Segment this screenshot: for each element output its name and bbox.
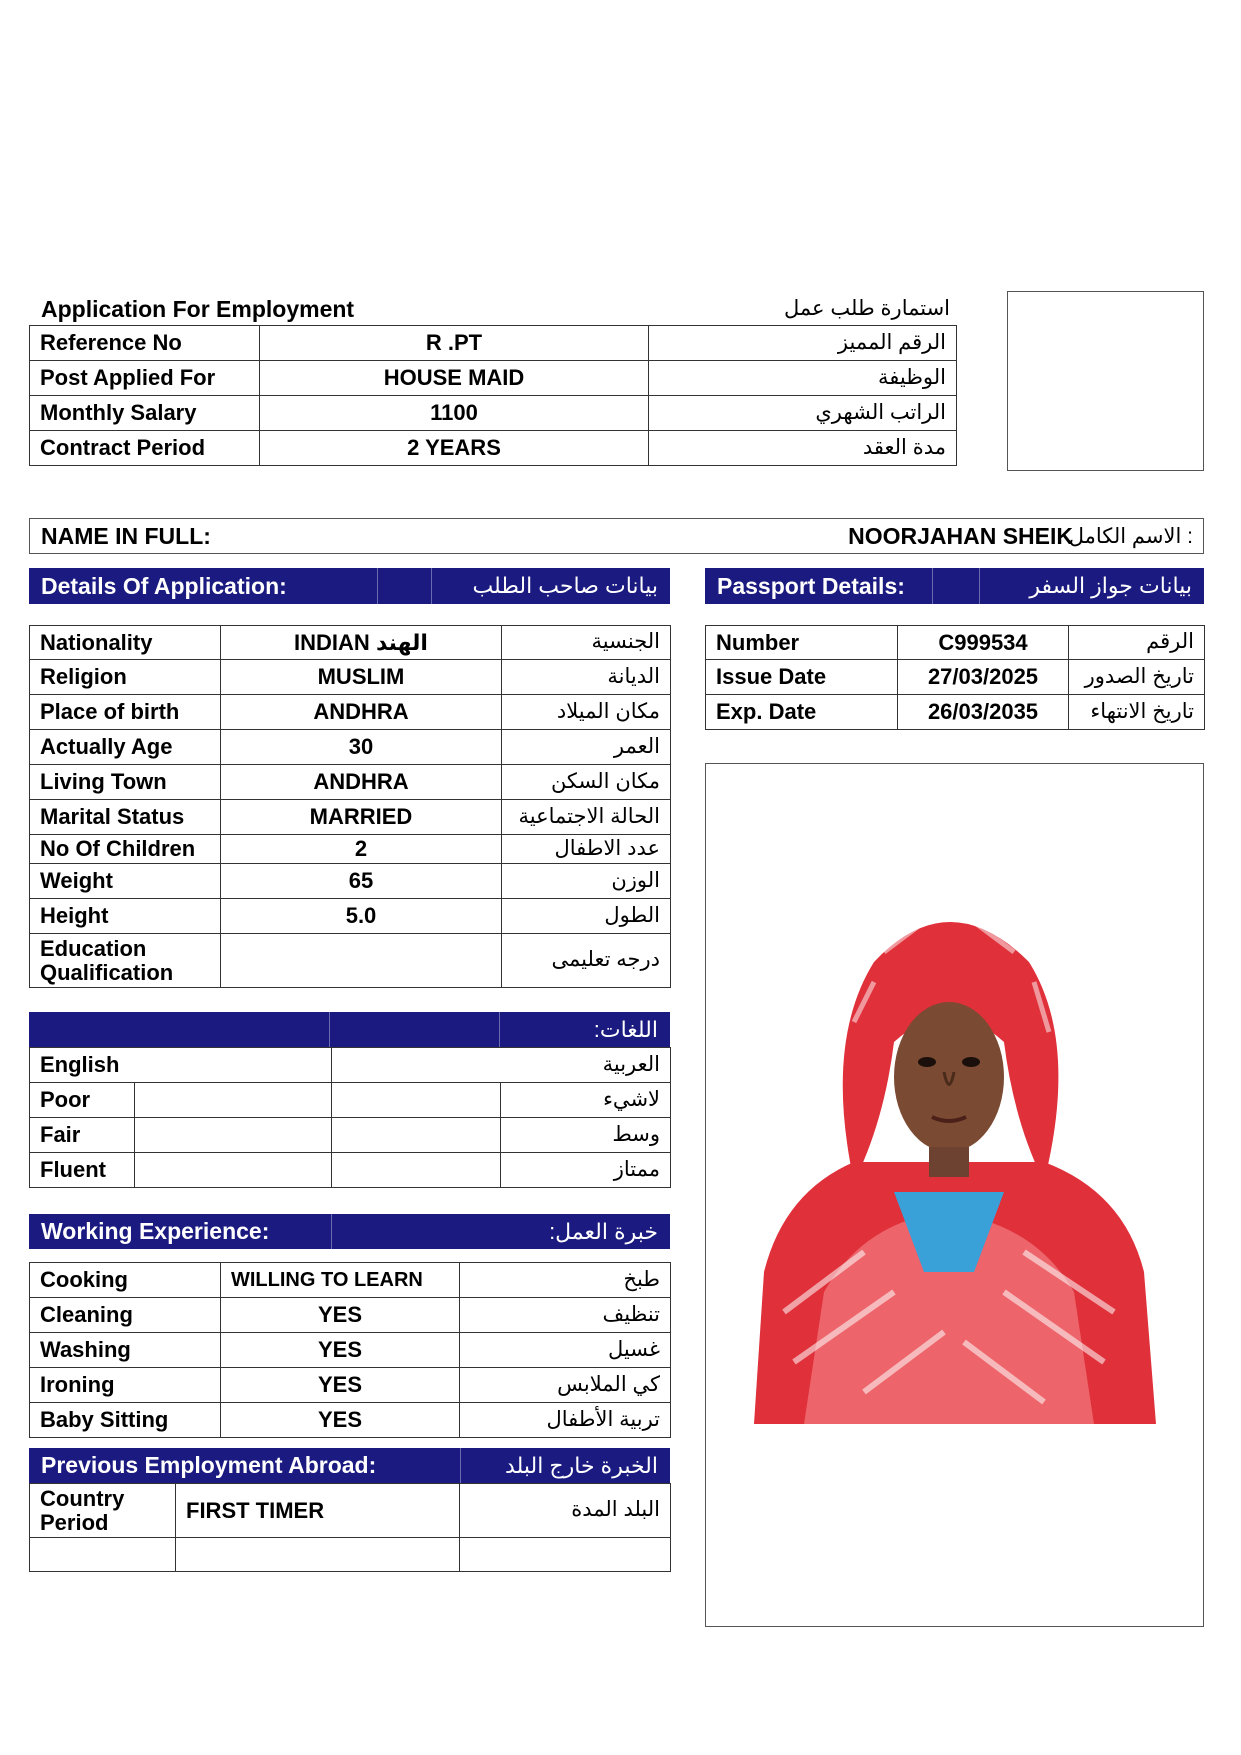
previous-title-ar: الخبرة خارج البلد (505, 1452, 658, 1478)
education-label-line2: Qualification (40, 959, 174, 985)
passport-number-label-ar: الرقم (1069, 626, 1205, 660)
country-period-label-ar: البلد المدة (460, 1484, 671, 1538)
education-value (221, 934, 502, 988)
religion-value: MUSLIM (221, 660, 502, 695)
issue-date-value: 27/03/2025 (898, 660, 1069, 695)
reference-label: Reference No (30, 326, 260, 361)
nationality-value: INDIAN الهند (221, 626, 502, 660)
babysitting-label: Baby Sitting (30, 1403, 221, 1438)
lang-fair-label: Fair (30, 1118, 135, 1153)
previous-table (29, 1483, 671, 1572)
experience-table (29, 1262, 671, 1438)
nationality-label-ar: الجنسية (502, 626, 671, 660)
language-english-label: English (30, 1048, 332, 1083)
height-label: Height (30, 899, 221, 934)
marital-value: MARRIED (221, 800, 502, 835)
lang-fluent-label: Fluent (30, 1153, 135, 1188)
small-photo-box (1007, 291, 1204, 471)
details-title: Details Of Application: (41, 572, 287, 599)
name-value: NOORJAHAN SHEIK (848, 522, 1073, 549)
passport-table (705, 625, 1205, 730)
details-table (29, 625, 671, 988)
post-label: Post Applied For (30, 361, 260, 396)
passport-number-label: Number (706, 626, 898, 660)
height-label-ar: الطول (502, 899, 671, 934)
salary-label-ar: الراتب الشهري (649, 396, 957, 431)
previous-empty-1 (30, 1538, 176, 1572)
name-row (29, 518, 1204, 554)
experience-title: Working Experience: (41, 1218, 270, 1244)
age-label-ar: العمر (502, 730, 671, 765)
living-town-label-ar: مكان السكن (502, 765, 671, 800)
washing-value: YES (221, 1333, 460, 1368)
living-town-label: Living Town (30, 765, 221, 800)
education-label (30, 934, 221, 988)
period-label: Period (40, 1509, 109, 1535)
issue-date-label: Issue Date (706, 660, 898, 695)
lang-fair-arabic (332, 1118, 501, 1153)
babysitting-value: YES (221, 1403, 460, 1438)
marital-label-ar: الحالة الاجتماعية (502, 800, 671, 835)
cleaning-label-ar: تنظيف (460, 1298, 671, 1333)
country-label: Country (40, 1486, 125, 1512)
applicant-photo (744, 892, 1156, 1424)
washing-label: Washing (30, 1333, 221, 1368)
country-period-label (30, 1484, 176, 1538)
cooking-label-ar: طبخ (460, 1263, 671, 1298)
language-arabic-label: العربية (332, 1048, 671, 1083)
passport-number-value: C999534 (898, 626, 1069, 660)
previous-empty-2 (176, 1538, 460, 1572)
birthplace-label-ar: مكان الميلاد (502, 695, 671, 730)
weight-value: 65 (221, 864, 502, 899)
ironing-label-ar: كي الملابس (460, 1368, 671, 1403)
passport-title-ar: بيانات جواز السفر (1029, 573, 1192, 598)
details-bar (29, 568, 670, 604)
salary-label: Monthly Salary (30, 396, 260, 431)
cleaning-label: Cleaning (30, 1298, 221, 1333)
babysitting-label-ar: تربية الأطفال (460, 1403, 671, 1438)
languages-table (29, 1047, 671, 1188)
previous-value: FIRST TIMER (176, 1484, 460, 1538)
salary-value: 1100 (260, 396, 649, 431)
lang-poor-english (135, 1083, 332, 1118)
nationality-label: Nationality (30, 626, 221, 660)
birthplace-label: Place of birth (30, 695, 221, 730)
lang-fluent-english (135, 1153, 332, 1188)
lang-fluent-arabic (332, 1153, 501, 1188)
name-label: NAME IN FULL: (41, 522, 211, 549)
lang-poor-label-ar: لاشيء (501, 1083, 671, 1118)
contract-label-ar: مدة العقد (649, 431, 957, 466)
religion-label: Religion (30, 660, 221, 695)
cooking-value: WILLING TO LEARN (221, 1263, 460, 1298)
post-label-ar: الوظيفة (649, 361, 957, 396)
exp-date-value: 26/03/2035 (898, 695, 1069, 730)
children-label: No Of Children (30, 835, 221, 864)
exp-date-label: Exp. Date (706, 695, 898, 730)
marital-label: Marital Status (30, 800, 221, 835)
cooking-label: Cooking (30, 1263, 221, 1298)
name-label-ar: : الاسم الكامل (1068, 524, 1193, 548)
age-label: Actually Age (30, 730, 221, 765)
education-label-line1: Education (40, 936, 147, 962)
weight-label: Weight (30, 864, 221, 899)
height-value: 5.0 (221, 899, 502, 934)
lang-poor-label: Poor (30, 1083, 135, 1118)
passport-title: Passport Details: (717, 572, 905, 599)
children-value: 2 (221, 835, 502, 864)
age-value: 30 (221, 730, 502, 765)
contract-label: Contract Period (30, 431, 260, 466)
form-title-ar: استمارة طلب عمل (784, 297, 950, 320)
contract-value: 2 YEARS (260, 431, 649, 466)
birthplace-value: ANDHRA (221, 695, 502, 730)
ironing-label: Ironing (30, 1368, 221, 1403)
experience-title-ar: خبرة العمل: (549, 1218, 658, 1244)
education-label-ar: درجه تعليمى (502, 934, 671, 988)
experience-bar (29, 1214, 670, 1249)
lang-fluent-label-ar: ممتاز (501, 1153, 671, 1188)
previous-title: Previous Employment Abroad: (41, 1452, 377, 1478)
languages-title-ar: اللغات: (593, 1016, 658, 1042)
passport-bar (705, 568, 1204, 604)
ironing-value: YES (221, 1368, 460, 1403)
lang-poor-arabic (332, 1083, 501, 1118)
lang-fair-label-ar: وسط (501, 1118, 671, 1153)
exp-date-label-ar: تاريخ الانتهاء (1069, 695, 1205, 730)
living-town-value: ANDHRA (221, 765, 502, 800)
top-table (29, 325, 957, 466)
details-title-ar: بيانات صاحب الطلب (472, 573, 658, 598)
reference-label-ar: الرقم المميز (649, 326, 957, 361)
cleaning-value: YES (221, 1298, 460, 1333)
reference-value: R .PT (260, 326, 649, 361)
languages-bar (29, 1012, 670, 1047)
children-label-ar: عدد الاطفال (502, 835, 671, 864)
previous-empty-3 (460, 1538, 671, 1572)
post-value: HOUSE MAID (260, 361, 649, 396)
weight-label-ar: الوزن (502, 864, 671, 899)
previous-bar (29, 1448, 670, 1483)
religion-label-ar: الديانة (502, 660, 671, 695)
issue-date-label-ar: تاريخ الصدور (1069, 660, 1205, 695)
washing-label-ar: غسيل (460, 1333, 671, 1368)
form-title: Application For Employment (41, 296, 355, 322)
lang-fair-english (135, 1118, 332, 1153)
photo-frame (705, 763, 1204, 1627)
